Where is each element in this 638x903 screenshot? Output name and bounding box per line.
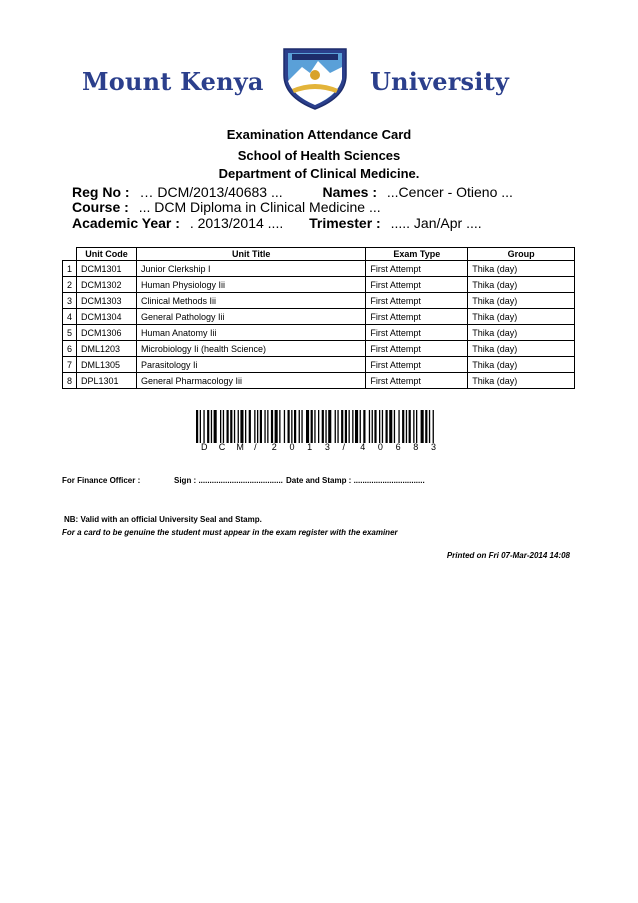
unit-title: Clinical Methods Iii <box>136 293 365 309</box>
barcode-bar <box>299 410 300 443</box>
row-number: 6 <box>63 341 77 357</box>
genuine-note: For a card to be genuine the student must appear in the exam register with the examiner <box>62 528 398 537</box>
row-number: 5 <box>63 325 77 341</box>
barcode-bar <box>360 410 361 443</box>
reg-value: … DCM/2013/40683 ... <box>139 184 283 200</box>
unit-code: DML1203 <box>76 341 136 357</box>
barcode-char: 1 <box>307 442 313 452</box>
barcode-bar <box>335 410 336 443</box>
barcode-bar <box>398 410 399 443</box>
barcode-text <box>195 442 435 454</box>
barcode-bar <box>267 410 268 443</box>
barcode-bar <box>306 410 309 443</box>
barcode-bar <box>223 410 224 443</box>
finance-officer-label: For Finance Officer : <box>62 476 141 485</box>
barcode-bar <box>314 410 315 443</box>
barcode-bar <box>294 410 296 443</box>
barcode-bar <box>363 410 365 443</box>
exam-type: First Attempt <box>366 293 468 309</box>
unit-title: Junior Clerkship I <box>136 261 365 277</box>
unit-code: DCM1304 <box>76 309 136 325</box>
barcode-bar <box>249 410 251 443</box>
unit-title: Parasitology Ii <box>136 357 365 373</box>
barcode-bar <box>322 410 324 443</box>
unit-title: Microbiology Ii (health Science) <box>136 341 365 357</box>
group: Thika (day) <box>468 293 575 309</box>
trimester-label: Trimester : <box>309 215 381 231</box>
names-value: ...Cencer - Otieno ... <box>386 184 513 200</box>
barcode-bar <box>260 410 262 443</box>
printed-timestamp: Printed on Fri 07-Mar-2014 14:08 <box>446 551 570 560</box>
barcode-bar <box>275 410 278 443</box>
names-label: Names : <box>322 184 377 200</box>
exam-type: First Attempt <box>366 341 468 357</box>
barcode-bar <box>234 410 235 443</box>
barcode-bar <box>372 410 373 443</box>
barcode-bar <box>220 410 221 443</box>
barcode-bar <box>196 410 198 443</box>
group: Thika (day) <box>468 357 575 373</box>
row-number: 4 <box>63 309 77 325</box>
year-value: . 2013/2014 .... <box>189 215 284 231</box>
barcode-bar <box>245 410 246 443</box>
course-row <box>72 199 381 215</box>
group: Thika (day) <box>468 373 575 389</box>
barcode-bar <box>379 410 380 443</box>
barcode-char: D <box>201 442 208 452</box>
unit-code: DCM1302 <box>76 277 136 293</box>
barcode-bar <box>203 410 204 443</box>
unit-code: DCM1301 <box>76 261 136 277</box>
barcode-bar <box>389 410 392 443</box>
unit-title: Human Anatomy Iii <box>136 325 365 341</box>
barcode-bar <box>433 410 434 443</box>
row-number: 2 <box>63 277 77 293</box>
department-name: Department of Clinical Medicine. <box>218 166 420 181</box>
table-row <box>63 293 575 309</box>
barcode-bar <box>416 410 417 443</box>
reg-label: Reg No : <box>72 184 130 200</box>
barcode-bar <box>337 410 338 443</box>
course-value: ... DCM Diploma in Clinical Medicine ... <box>138 199 381 215</box>
barcode-char: 0 <box>377 442 383 452</box>
barcode-bar <box>409 410 411 443</box>
table-row <box>63 277 575 293</box>
group: Thika (day) <box>468 325 575 341</box>
group: Thika (day) <box>468 261 575 277</box>
course-label: Course : <box>72 199 129 215</box>
barcode-bar <box>328 410 331 443</box>
barcode-char: C <box>218 442 226 452</box>
row-number: 1 <box>63 261 77 277</box>
school-name: School of Health Sciences <box>237 148 401 163</box>
table-row <box>63 261 575 277</box>
barcode-bar <box>200 410 201 443</box>
unit-code: DCM1303 <box>76 293 136 309</box>
barcode-bar <box>349 410 350 443</box>
barcode-char: 0 <box>289 442 295 452</box>
barcode-bar <box>369 410 370 443</box>
barcode-bar <box>311 410 313 443</box>
unit-title: General Pharmacology Iii <box>136 373 365 389</box>
barcode-bar <box>230 410 232 443</box>
sign-field: Sign : ...................................... <box>174 476 283 485</box>
barcode-bar <box>240 410 243 443</box>
barcode-bar <box>271 410 273 443</box>
table-header-row <box>63 248 575 261</box>
exam-type-header: Exam Type <box>366 248 468 261</box>
barcode-bar <box>345 410 347 443</box>
barcode-bar <box>284 410 285 443</box>
barcode-bar <box>325 410 326 443</box>
group: Thika (day) <box>468 341 575 357</box>
table-row <box>63 357 575 373</box>
barcode-bar <box>211 410 212 443</box>
barcode-char: 3 <box>324 442 330 452</box>
exam-type: First Attempt <box>366 309 468 325</box>
barcode-bar <box>227 410 229 443</box>
barcode-bar <box>374 410 376 443</box>
barcode-bar <box>425 410 427 443</box>
row-number: 3 <box>63 293 77 309</box>
barcode-char: 3 <box>431 442 437 452</box>
table-row <box>63 373 575 389</box>
exam-type: First Attempt <box>366 325 468 341</box>
barcode-bar <box>429 410 430 443</box>
barcode-bar <box>301 410 302 443</box>
unit-code-header: Unit Code <box>76 248 136 261</box>
unit-title-header: Unit Title <box>136 248 365 261</box>
barcode-char: / <box>342 442 346 452</box>
unit-code: DPL1301 <box>76 373 136 389</box>
barcode-bar <box>207 410 209 443</box>
barcode-bar <box>264 410 265 443</box>
logo-text-left: Mount Kenya <box>82 67 264 96</box>
exam-type: First Attempt <box>366 277 468 293</box>
barcode-bar <box>279 410 280 443</box>
table-row <box>63 341 575 357</box>
year-label: Academic Year : <box>72 215 180 231</box>
unit-title: General Pathology Iii <box>136 309 365 325</box>
barcode-bar <box>291 410 292 443</box>
barcode-bar <box>288 410 290 443</box>
barcode-bar <box>238 410 239 443</box>
barcode-icon <box>195 410 435 443</box>
barcode-bar <box>352 410 353 443</box>
barcode-bar <box>254 410 255 443</box>
date-stamp-field: Date and Stamp : ................................ <box>286 476 425 485</box>
table-row <box>63 309 575 325</box>
university-header <box>80 45 510 115</box>
row-number: 7 <box>63 357 77 373</box>
exam-type: First Attempt <box>366 357 468 373</box>
year-trimester-row <box>72 215 482 231</box>
logo-text-right: University <box>370 67 510 96</box>
row-number-header <box>63 248 77 261</box>
barcode-bar <box>421 410 424 443</box>
barcode-char: 4 <box>360 442 366 452</box>
university-crest-icon <box>278 45 352 111</box>
reg-names-row <box>72 184 513 200</box>
nb-note: NB: Valid with an official University Seal and Stamp. <box>64 515 262 524</box>
barcode-bar <box>318 410 319 443</box>
table-row <box>63 325 575 341</box>
exam-type: First Attempt <box>366 261 468 277</box>
barcode-bar <box>257 410 258 443</box>
barcode-bar <box>341 410 343 443</box>
exam-type: First Attempt <box>366 373 468 389</box>
barcode-char: 8 <box>413 442 419 452</box>
card-title: Examination Attendance Card <box>226 127 412 142</box>
barcode-bar <box>382 410 383 443</box>
barcode-bar <box>402 410 404 443</box>
barcode-bar <box>394 410 395 443</box>
group: Thika (day) <box>468 309 575 325</box>
barcode-bar <box>214 410 217 443</box>
unit-code: DCM1306 <box>76 325 136 341</box>
unit-code: DML1305 <box>76 357 136 373</box>
barcode-bar <box>355 410 358 443</box>
group-header: Group <box>468 248 575 261</box>
barcode-bar <box>406 410 407 443</box>
unit-title: Human Physiology Iii <box>136 277 365 293</box>
barcode-char: 2 <box>271 442 277 452</box>
trimester-value: ..... Jan/Apr .... <box>390 215 482 231</box>
barcode-char: 6 <box>395 442 401 452</box>
barcode-bar <box>413 410 414 443</box>
group: Thika (day) <box>468 277 575 293</box>
barcode-char: M <box>236 442 244 452</box>
units-table <box>62 247 575 389</box>
barcode-bar <box>386 410 388 443</box>
barcode-char: / <box>254 442 257 452</box>
row-number: 8 <box>63 373 77 389</box>
